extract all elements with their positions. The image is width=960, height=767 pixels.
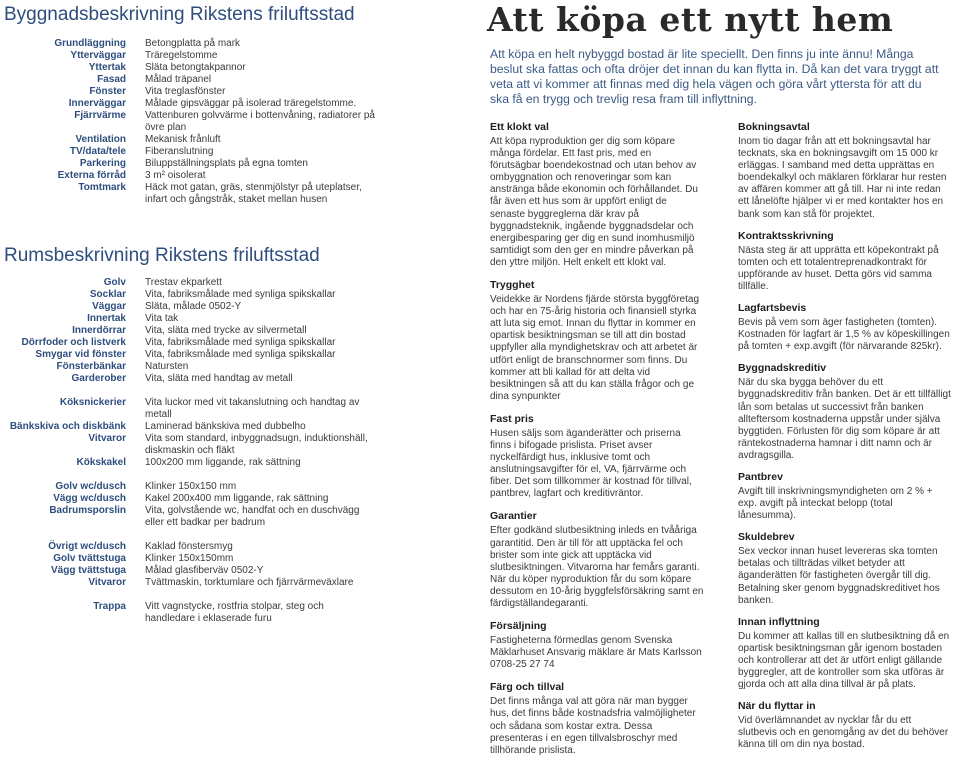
section-heading: Pantbrev — [738, 470, 783, 483]
spec-label: Fönsterbänkar — [56, 361, 126, 372]
spec-value: 3 m² oisolerat — [145, 170, 206, 181]
spec-value: Släta, målade 0502-Y — [145, 301, 242, 312]
section-heading: Bokningsavtal — [738, 121, 810, 133]
spec-label: Smygar vid fönster — [35, 349, 126, 360]
spec-label: Ytterväggar — [70, 50, 126, 61]
section-heading: Skuldebrev — [738, 531, 795, 544]
section-heading: Kontraktsskrivning — [738, 229, 834, 242]
spec-row — [0, 421, 470, 433]
spec-row — [0, 337, 470, 349]
spec-label: Trappa — [93, 601, 126, 612]
spec-value: Vita, släta med trycke av silvermetall — [145, 325, 307, 336]
spec-value: Fiberanslutning — [145, 146, 214, 157]
building-description-title: Byggnadsbeskrivning Rikstens friluftsstad — [4, 4, 355, 25]
spec-row — [0, 134, 470, 146]
spec-value: Biluppställningsplats på egna tomten — [145, 158, 308, 169]
spec-row — [0, 62, 470, 74]
spec-value: Kakel 200x400 mm liggande, rak sättning — [145, 493, 329, 504]
spec-value: Klinker 150x150mm — [145, 553, 234, 564]
spec-label: Innerväggar — [68, 98, 126, 109]
section-heading: Försäljning — [490, 620, 547, 633]
spec-value: Mekanisk frånluft — [145, 134, 221, 145]
spec-label: Golv tvättstuga — [53, 553, 126, 564]
section-text: Sex veckor innan huset levereras ska tomten betalas och tillträdas vilket betyder att äganderätten för fastigheten övergår till dig. Betalning sker genom byggnadskreditivet hos banken. — [738, 546, 940, 606]
spec-label: Väggar — [92, 301, 126, 312]
spec-label: Fönster — [89, 86, 126, 97]
spec-row — [0, 74, 470, 86]
spec-row — [0, 457, 470, 469]
spec-label: Golv wc/dusch — [55, 481, 126, 492]
spec-value: Målad träpanel — [145, 74, 212, 85]
spec-label: Golv — [103, 277, 126, 288]
spec-spacer — [0, 469, 470, 481]
spec-value: Målad glasfiberväv 0502-Y — [145, 565, 264, 576]
section-text: Att köpa nyproduktion ger dig som köpare många fördelar. Ett fast pris, med en förutsägbar boendekostnad och utan behov av ombyggnation och renoveringar som kan anstränga både ekonomin och förhållandet. Du får även ett hus som är uppfört enligt de senaste byggreglerna där krav på byggnadsteknik, ingående byggnadsdelar och energibesparing ger dig en sund inomhusmiljö samtidigt som den ger en mindre påverkan på den yttre miljön. Helt enkelt ett klokt val. — [490, 136, 698, 268]
section-heading: Garantier — [490, 510, 537, 523]
spec-value: Vita som standard, inbyggnadsugn, induktionshäll, diskmaskin och fläkt — [145, 433, 368, 456]
spec-label: Vitvaror — [88, 577, 126, 588]
spec-label: Köksnickerier — [59, 397, 126, 408]
spec-value: Klinker 150x150 mm — [145, 481, 237, 492]
spec-label: Dörrfoder och listverk — [21, 337, 126, 348]
spec-row — [0, 277, 470, 289]
spec-value: Vita treglasfönster — [145, 86, 226, 97]
spec-label: Innertak — [87, 313, 126, 324]
spec-value: Målade gipsväggar på isolerad träregelstomme. — [145, 98, 357, 109]
guide-column-right — [738, 121, 952, 760]
section-text: Vid överlämnandet av nycklar får du ett slutbevis och en genomgång av det du behöver känna till om din nya bostad. — [738, 715, 949, 751]
spec-label: Vägg wc/dusch — [53, 493, 126, 504]
spec-row — [0, 146, 470, 158]
section-heading: Innan inflyttning — [738, 615, 820, 628]
spec-value: Vita, fabriksmålade med synliga spikskallar — [145, 349, 336, 360]
spec-row — [0, 301, 470, 313]
spec-row — [0, 505, 470, 529]
building-spec-list — [0, 38, 470, 206]
spec-value: Vita tak — [145, 313, 179, 324]
spec-row — [0, 565, 470, 577]
spec-row — [0, 158, 470, 170]
spec-row — [0, 325, 470, 337]
spec-value: Laminerad bänkskiva med dubbelho — [145, 421, 306, 432]
spec-value: Vita luckor med vit takanslutning och handtag av metall — [145, 397, 360, 420]
spec-row — [0, 493, 470, 505]
section-heading: Färg och tillval — [490, 681, 565, 694]
room-description-title: Rumsbeskrivning Rikstens friluftsstad — [4, 245, 320, 266]
spec-label: Fjärrvärme — [74, 110, 126, 121]
spec-row — [0, 98, 470, 110]
spec-value: Vitt vagnstycke, rostfria stolpar, steg och handledare i eklaserade furu — [145, 601, 324, 624]
section-text: Husen säljs som äganderätter och priserna finns i bifogade prislista. Priset avser nyckelfärdigt hus, inklusive tomt och anslutningsavgifter för el, VA, fjärrvärme och fiber. Det som tillkommer är kostnad för tillval, pantbrev, lagfart och kreditivräntor. — [490, 427, 692, 500]
guide-intro: Att köpa en helt nybyggd bostad är lite speciellt. Den finns ju inte ännu! Många beslut ska fattas och ofta dröjer det innan du kan flytta in. Då kan det vara tryggt att veta att vi kommer att finnas med dig hela vägen och göra vårt yttersta för att du ska få en trygg och trevlig resa fram till inflyttning. — [490, 47, 939, 106]
spec-row — [0, 349, 470, 361]
room-spec-list — [0, 277, 470, 625]
spec-row — [0, 110, 470, 134]
spec-value: 100x200 mm liggande, rak sättning — [145, 457, 301, 468]
spec-row — [0, 38, 470, 50]
spec-row — [0, 182, 470, 206]
spec-label: Övrigt wc/dusch — [48, 541, 126, 552]
spec-row — [0, 577, 470, 589]
section-heading: Trygghet — [490, 279, 535, 292]
spec-value: Kaklad fönstersmyg — [145, 541, 233, 552]
spec-label: Vitvaror — [88, 433, 126, 444]
section-heading: Ett klokt val — [490, 121, 549, 133]
section-text: Avgift till inskrivningsmyndigheten om 2 % + exp. avgift på inteckat belopp (total lånesumma). — [738, 485, 933, 522]
spec-row — [0, 541, 470, 553]
spec-label: Fasad — [97, 74, 126, 85]
spec-label: Externa förråd — [57, 170, 126, 181]
spec-label: Bänkskiva och diskbänk — [9, 421, 126, 432]
guide-column-left — [490, 121, 704, 767]
spec-spacer — [0, 385, 470, 397]
section-text: Bevis på vem som äger fastigheten (tomten). Kostnaden för lagfart är 1,5 % av köpeskillingen på tomten + exp.avgift (för närvarande 825kr). — [738, 317, 950, 353]
spec-row — [0, 361, 470, 373]
section-text: Nästa steg är att upprätta ett köpekontrakt på tomten och ett totalentreprenadkontrakt för uppförande av huset. Detta görs vid samma tillfälle. — [738, 244, 939, 292]
section-text: När du ska bygga behöver du ett byggnadskreditiv från banken. Det är ett tillfälligt lån som betalas ut successivt från banken allteftersom kostnaderna uppstår under själva byggtiden. Förlusten för dig som köpare är att räntekostnaderna hamnar i ditt namn och är avdragsgilla. — [738, 377, 951, 461]
spec-label: Parkering — [79, 158, 126, 169]
spec-spacer — [0, 589, 470, 601]
spec-row — [0, 289, 470, 301]
section-heading: Fast pris — [490, 412, 534, 425]
spec-row — [0, 50, 470, 62]
spec-row — [0, 86, 470, 98]
spec-row — [0, 373, 470, 385]
spec-label: Kökskakel — [76, 457, 126, 468]
section-text: Inom tio dagar från att ett bokningsavtal har tecknats, ska en bokningsavgift om 15 000 kr erläggas. I samband med detta upprättas en boendekalkyl och mäklaren förklarar hur resten av affären kommer att gå till. Har ni inte redan ett lånelöfte hjälper vi er med kontakter hos en bank som kan stå för projektet. — [738, 136, 947, 220]
section-text: Fastigheterna förmedlas genom Svenska Mäklarhuset Ansvarig mäklare är Mats Karlsson 0708-25 27 74 — [490, 635, 702, 671]
spec-row — [0, 481, 470, 493]
section-heading: Lagfartsbevis — [738, 302, 807, 315]
spec-value: Tvättmaskin, torktumlare och fjärrvärmeväxlare — [145, 577, 354, 588]
spec-value: Släta betongtakpannor — [145, 62, 246, 73]
spec-row — [0, 433, 470, 457]
spec-value: Trestav ekparkett — [145, 277, 222, 288]
spec-label: Garderober — [71, 373, 126, 384]
section-heading: När du flyttar in — [738, 700, 816, 713]
spec-value: Vita, släta med handtag av metall — [145, 373, 293, 384]
spec-label: Innerdörrar — [72, 325, 126, 336]
section-text: Det finns många val att göra när man bygger hus, det finns både kostnadsfria valmöjligheter och sådana som kostar extra. Dessa presenteras i en egen tillvalsbroschyr med tillhörande prislista. — [490, 696, 696, 756]
spec-label: Vägg tvättstuga — [50, 565, 126, 576]
spec-value: Vita, golvstående wc, handfat och en duschvägg eller ett badkar per badrum — [145, 505, 360, 528]
section-text: Efter godkänd slutbesiktning inleds en tvååriga garantitid. Den är till för att upptäcka fel och brister som inte gick att upptäcka vid slutbesiktningen. Vitvarorna har femårs garanti. När du köper nyproduktion får du som köpare dessutom en 10-årig byggfelsförsäkring samt en färdigställandegaranti. — [490, 525, 704, 609]
spec-value: Betongplatta på mark — [145, 38, 241, 49]
spec-spacer — [0, 529, 470, 541]
spec-value: Träregelstomme — [145, 50, 218, 61]
spec-value: Häck mot gatan, gräs, stenmjölstyr på uteplatser, infart och gångstråk, staket mellan husen — [145, 182, 362, 205]
spec-row — [0, 170, 470, 182]
section-text: Du kommer att kallas till en slutbesiktning då en opartisk besiktningsman går igenom bostaden och kontrollerar att det är utfört enligt gällande byggregler, att de kontroller som ska utföras är gjorda och att alla dina tillval är på plats. — [738, 630, 950, 691]
spec-label: Socklar — [89, 289, 126, 300]
spec-value: Vita, fabriksmålade med synliga spikskallar — [145, 289, 336, 300]
section-heading: Byggnadskreditiv — [738, 362, 827, 375]
spec-value: Vita, fabriksmålade med synliga spikskallar — [145, 337, 336, 348]
spec-value: Vattenburen golvvärme i bottenvåning, radiatorer på övre plan — [145, 110, 375, 133]
spec-label: Badrumsporslin — [49, 505, 126, 516]
spec-label: Ventilation — [75, 134, 126, 145]
spec-row — [0, 313, 470, 325]
section-text: Veidekke är Nordens fjärde största byggföretag och har en 75-årig historia och finansiell styrka att luta sig emot. Innan du flyttar in kommer en opartisk besiktningsman se till att din bostad uppfyller alla myndighetskrav och att arbetet är utfört enligt de branschnormer som finns. Du kommer att bli kallad för att delta vid besiktningen så att du kan ställa frågor och ge dina synpunkter — [490, 294, 700, 402]
spec-label: TV/data/tele — [69, 146, 126, 157]
spec-row — [0, 397, 470, 421]
spec-label: Yttertak — [88, 62, 126, 73]
guide-title: Att köpa ett nytt hem — [487, 0, 894, 39]
spec-label: Tomtmark — [78, 182, 126, 193]
spec-value: Natursten — [145, 361, 189, 372]
spec-row — [0, 601, 470, 625]
spec-label: Grundläggning — [54, 38, 126, 49]
spec-row — [0, 553, 470, 565]
